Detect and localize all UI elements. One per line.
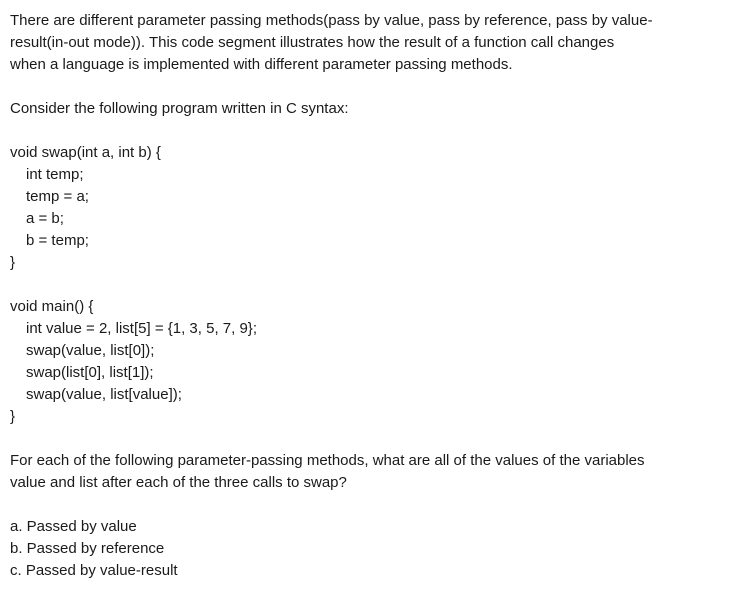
code-line: swap(list[0], list[1]); [26,364,154,381]
spacer [10,428,710,450]
main-function-code [10,296,710,428]
question-paragraph [10,450,710,494]
document-body [10,10,710,582]
question-line-1: For each of the following parameter-passing methods, what are all of the values of the variables [10,452,645,469]
intro-line-1: There are different parameter passing methods(pass by value, pass by reference, pass by value- [10,12,653,29]
option-item: b. Passed by reference [10,540,165,557]
code-line: b = temp; [26,232,89,249]
options-list [10,516,710,582]
main-header: void main() { [10,298,94,315]
question-line-2: value and list after each of the three calls to swap? [10,474,347,491]
spacer [10,274,710,296]
option-item: c. Passed by value-result [10,562,178,579]
spacer [10,76,710,98]
main-close: } [10,408,16,425]
swap-function-code [10,142,710,274]
code-line: temp = a; [26,188,89,205]
swap-header: void swap(int a, int b) { [10,144,161,161]
code-line: swap(value, list[0]); [26,342,155,359]
code-line: int value = 2, list[5] = {1, 3, 5, 7, 9}; [26,320,257,337]
spacer [10,120,710,142]
code-line: a = b; [26,210,64,227]
intro-line-3: when a language is implemented with different parameter passing methods. [10,56,513,73]
intro-paragraph [10,10,710,76]
spacer [10,494,710,516]
swap-close: } [10,254,16,271]
consider-text: Consider the following program written in C syntax: [10,100,349,117]
code-line: int temp; [26,166,84,183]
code-line: swap(value, list[value]); [26,386,182,403]
intro-line-2: result(in-out mode)). This code segment illustrates how the result of a function call changes [10,34,615,51]
option-item: a. Passed by value [10,518,137,535]
